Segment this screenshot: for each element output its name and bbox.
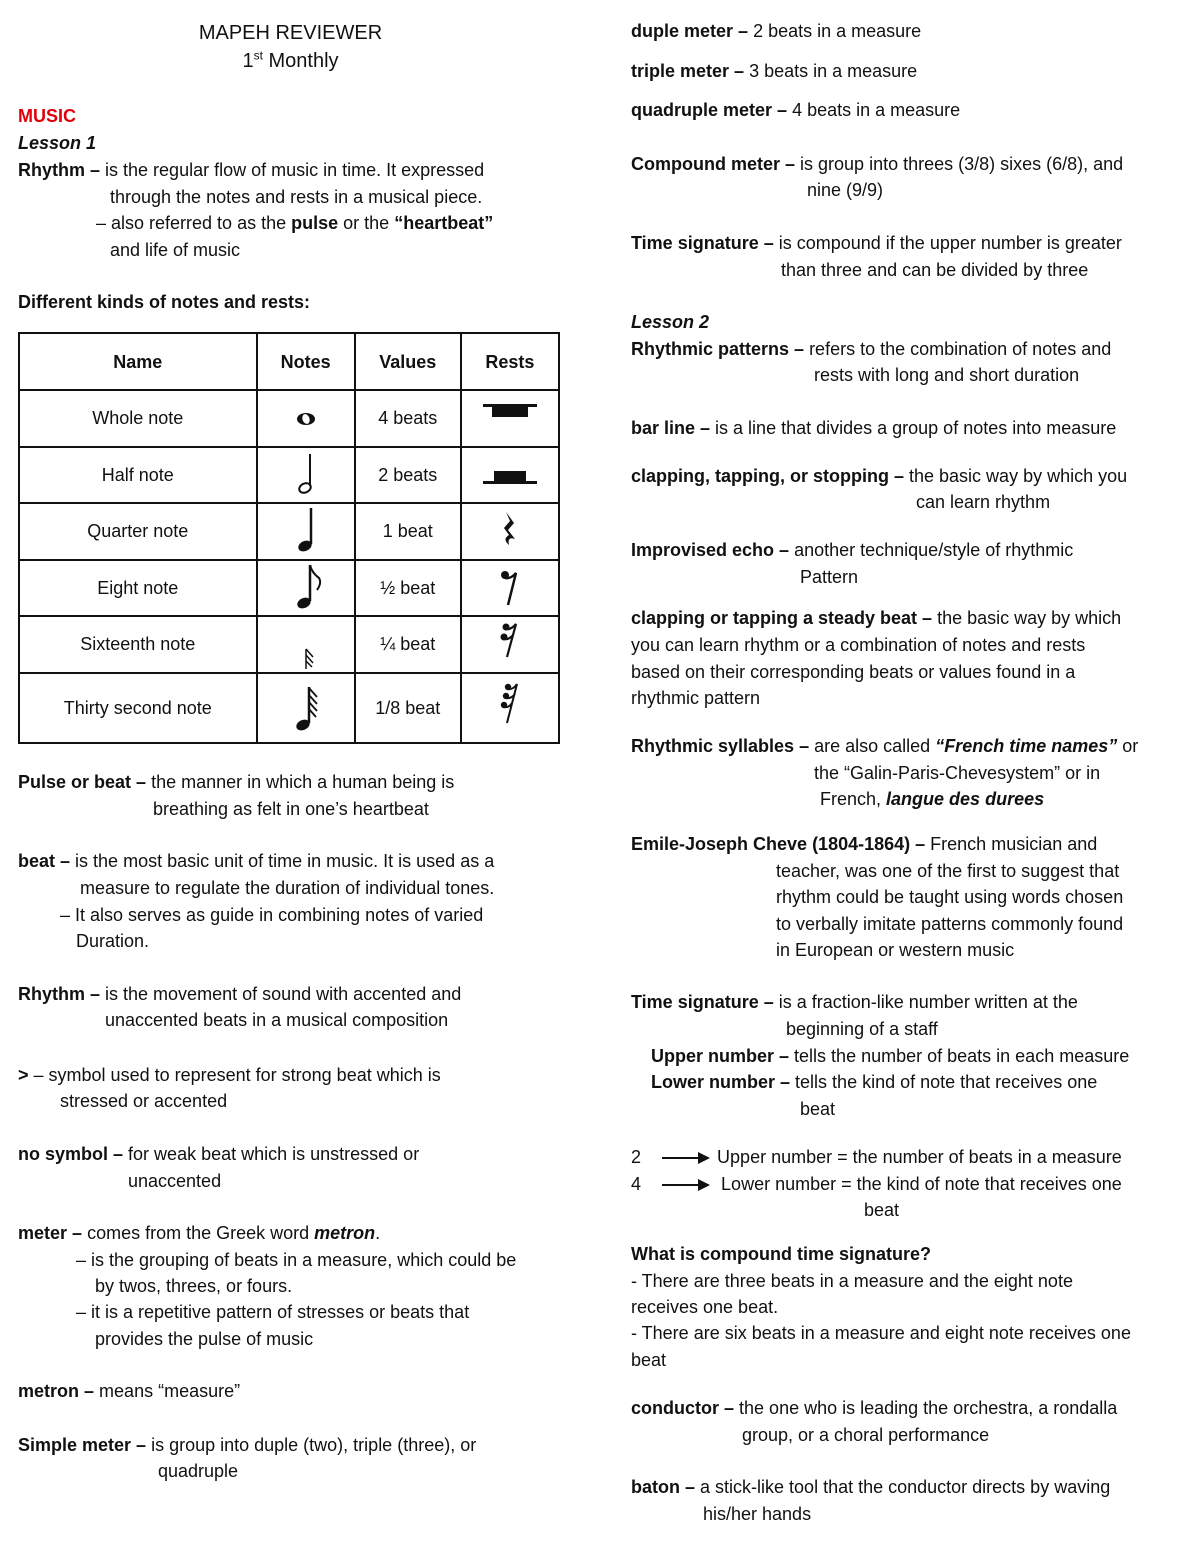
note-name: Quarter note <box>19 503 257 560</box>
lesson-1-heading: Lesson 1 <box>18 133 97 153</box>
arrow-right-icon <box>662 1178 710 1192</box>
rhythm-movement-definition: Rhythm – is the movement of sound with accented and <box>18 984 462 1004</box>
meter-definition-line: – it is a repetitive pattern of stresses or beats that <box>76 1302 470 1322</box>
time-signature-compound-line: than three and can be divided by three <box>781 260 1089 280</box>
rhythm-definition: Rhythm – is the regular flow of music in time. It expressed <box>18 160 485 180</box>
meter-definition-line: by twos, threes, or fours. <box>95 1276 293 1296</box>
conductor-line: group, or a choral performance <box>742 1425 990 1445</box>
rhythmic-syllables-line: French, langue des durees <box>820 789 1045 809</box>
compound-question-heading: What is compound time signature? <box>631 1244 932 1264</box>
column-header: Notes <box>257 333 355 390</box>
document-title: MAPEH REVIEWER <box>198 22 383 44</box>
cheve-definition: Emile-Joseph Cheve (1804-1864) – French musician and <box>631 834 1098 854</box>
beat-definition-line: measure to regulate the duration of individual tones. <box>80 878 495 898</box>
time-signature-compound-definition: Time signature – is compound if the upper number is greater <box>631 233 1122 253</box>
note-name: Half note <box>19 447 257 504</box>
table-row <box>19 390 559 447</box>
fraction-lower-row: 4 Lower number = the kind of note that receives one <box>631 1174 1122 1194</box>
pulse-definition: Pulse or beat – the manner in which a human being is <box>18 772 455 792</box>
pulse-definition-line: breathing as felt in one’s heartbeat <box>153 799 429 819</box>
no-symbol-definition: no symbol – for weak beat which is unstressed or <box>18 1144 420 1164</box>
steady-beat-line: based on their corresponding beats or values found in a <box>631 662 1076 682</box>
sixteenth-rest-icon <box>480 619 540 669</box>
table-row <box>19 560 559 617</box>
compound-meter-definition: Compound meter – is group into threes (3/8) sixes (6/8), and <box>631 154 1124 174</box>
meter-definition-line: provides the pulse of music <box>95 1329 314 1349</box>
clapping-definition: clapping, tapping, or stopping – the basic way by which you <box>631 466 1128 486</box>
upper-number-definition: Upper number – tells the number of beats in each measure <box>651 1046 1130 1066</box>
metron-definition: metron – means “measure” <box>18 1381 241 1401</box>
meter-definition-line: – is the grouping of beats in a measure, which could be <box>76 1250 517 1270</box>
bar-line-definition: bar line – is a line that divides a group of notes into measure <box>631 418 1117 438</box>
rhythm-definition-line: – also referred to as the pulse or the “heartbeat” <box>96 213 494 233</box>
sixteenth-note-icon <box>276 619 336 669</box>
fraction-lower-line: beat <box>864 1200 900 1220</box>
cheve-line: to verbally imitate patterns commonly found <box>776 914 1124 934</box>
meter-definition: meter – comes from the Greek word metron. <box>18 1223 381 1243</box>
triple-meter-definition: triple meter – 3 beats in a measure <box>631 61 918 81</box>
note-name: Thirty second note <box>19 673 257 743</box>
thirty-second-rest-icon <box>480 683 540 733</box>
beat-definition-line: – It also serves as guide in combining notes of varied <box>60 905 484 925</box>
table-row <box>19 616 559 673</box>
simple-meter-line: quadruple <box>158 1461 239 1481</box>
note-value: 1/8 beat <box>355 673 461 743</box>
note-name: Whole note <box>19 390 257 447</box>
notes-rests-table <box>18 332 560 744</box>
note-value: 1 beat <box>355 503 461 560</box>
improvised-echo-line: Pattern <box>800 567 859 587</box>
note-name: Eight note <box>19 560 257 617</box>
time-signature-line: beginning of a staff <box>786 1019 938 1039</box>
quarter-rest-icon <box>480 506 540 556</box>
baton-line: his/her hands <box>703 1504 812 1524</box>
table-heading: Different kinds of notes and rests: <box>18 292 311 312</box>
fraction-upper-row: 2 Upper number = the number of beats in a measure <box>631 1147 1122 1167</box>
rhythmic-syllables-line: the “Galin-Paris-Chevesystem” or in <box>814 763 1101 783</box>
time-signature-definition: Time signature – is a fraction-like number written at the <box>631 992 1078 1012</box>
steady-beat-definition: clapping or tapping a steady beat – the basic way by which <box>631 608 1122 628</box>
compound-question-line: - There are six beats in a measure and eight note receives one <box>631 1323 1131 1343</box>
section-heading-music: MUSIC <box>18 106 76 126</box>
simple-meter-definition: Simple meter – is group into duple (two), triple (three), or <box>18 1435 477 1455</box>
duple-meter-definition: duple meter – 2 beats in a measure <box>631 21 922 41</box>
accent-symbol-definition: > – symbol used to represent for strong beat which is <box>18 1065 441 1085</box>
whole-rest-icon <box>480 393 540 443</box>
steady-beat-line: you can learn rhythm or a combination of notes and rests <box>631 635 1086 655</box>
arrow-right-icon <box>662 1151 710 1165</box>
column-header: Values <box>355 333 461 390</box>
note-value: 4 beats <box>355 390 461 447</box>
steady-beat-line: rhythmic pattern <box>631 688 761 708</box>
cheve-line: rhythm could be taught using words chosen <box>776 887 1124 907</box>
note-name: Sixteenth note <box>19 616 257 673</box>
note-value: ¼ beat <box>355 616 461 673</box>
compound-meter-line: nine (9/9) <box>807 180 884 200</box>
no-symbol-line: unaccented <box>128 1171 222 1191</box>
accent-symbol-line: stressed or accented <box>60 1091 228 1111</box>
lower-number-definition: Lower number – tells the kind of note that receives one <box>651 1072 1098 1092</box>
rhythm-movement-line: unaccented beats in a musical composition <box>105 1010 449 1030</box>
half-note-icon <box>276 450 336 500</box>
rhythm-definition-line: through the notes and rests in a musical piece. <box>110 187 483 207</box>
document-subtitle: 1st Monthly <box>242 48 339 72</box>
thirty-second-note-icon <box>276 683 336 733</box>
improvised-echo-definition: Improvised echo – another technique/style of rhythmic <box>631 540 1074 560</box>
conductor-definition: conductor – the one who is leading the orchestra, a rondalla <box>631 1398 1118 1418</box>
beat-definition-line: Duration. <box>76 931 150 951</box>
table-header-row <box>19 333 559 390</box>
lesson-2-heading: Lesson 2 <box>631 312 710 332</box>
quarter-note-icon <box>276 506 336 556</box>
eighth-note-icon <box>276 563 336 613</box>
baton-definition: baton – a stick-like tool that the conductor directs by waving <box>631 1477 1111 1497</box>
whole-note-icon <box>276 393 336 443</box>
column-header: Rests <box>461 333 559 390</box>
compound-question-line: - There are three beats in a measure and the eight note <box>631 1271 1073 1291</box>
lower-number-line: beat <box>800 1099 836 1119</box>
rhythmic-syllables-definition: Rhythmic syllables – are also called “French time names” or <box>631 736 1139 756</box>
half-rest-icon <box>480 450 540 500</box>
eighth-rest-icon <box>480 563 540 613</box>
table-row <box>19 503 559 560</box>
compound-question-line: receives one beat. <box>631 1297 779 1317</box>
clapping-line: can learn rhythm <box>916 492 1051 512</box>
column-header: Name <box>19 333 257 390</box>
rhythm-definition-line: and life of music <box>110 240 241 260</box>
quadruple-meter-definition: quadruple meter – 4 beats in a measure <box>631 100 961 120</box>
cheve-line: in European or western music <box>776 940 1015 960</box>
rhythmic-patterns-line: rests with long and short duration <box>814 365 1080 385</box>
table-row <box>19 447 559 504</box>
note-value: 2 beats <box>355 447 461 504</box>
table-row <box>19 673 559 743</box>
note-value: ½ beat <box>355 560 461 617</box>
rhythmic-patterns-definition: Rhythmic patterns – refers to the combination of notes and <box>631 339 1112 359</box>
beat-definition: beat – is the most basic unit of time in music. It is used as a <box>18 851 495 871</box>
compound-question-line: beat <box>631 1350 667 1370</box>
cheve-line: teacher, was one of the first to suggest that <box>776 861 1120 881</box>
